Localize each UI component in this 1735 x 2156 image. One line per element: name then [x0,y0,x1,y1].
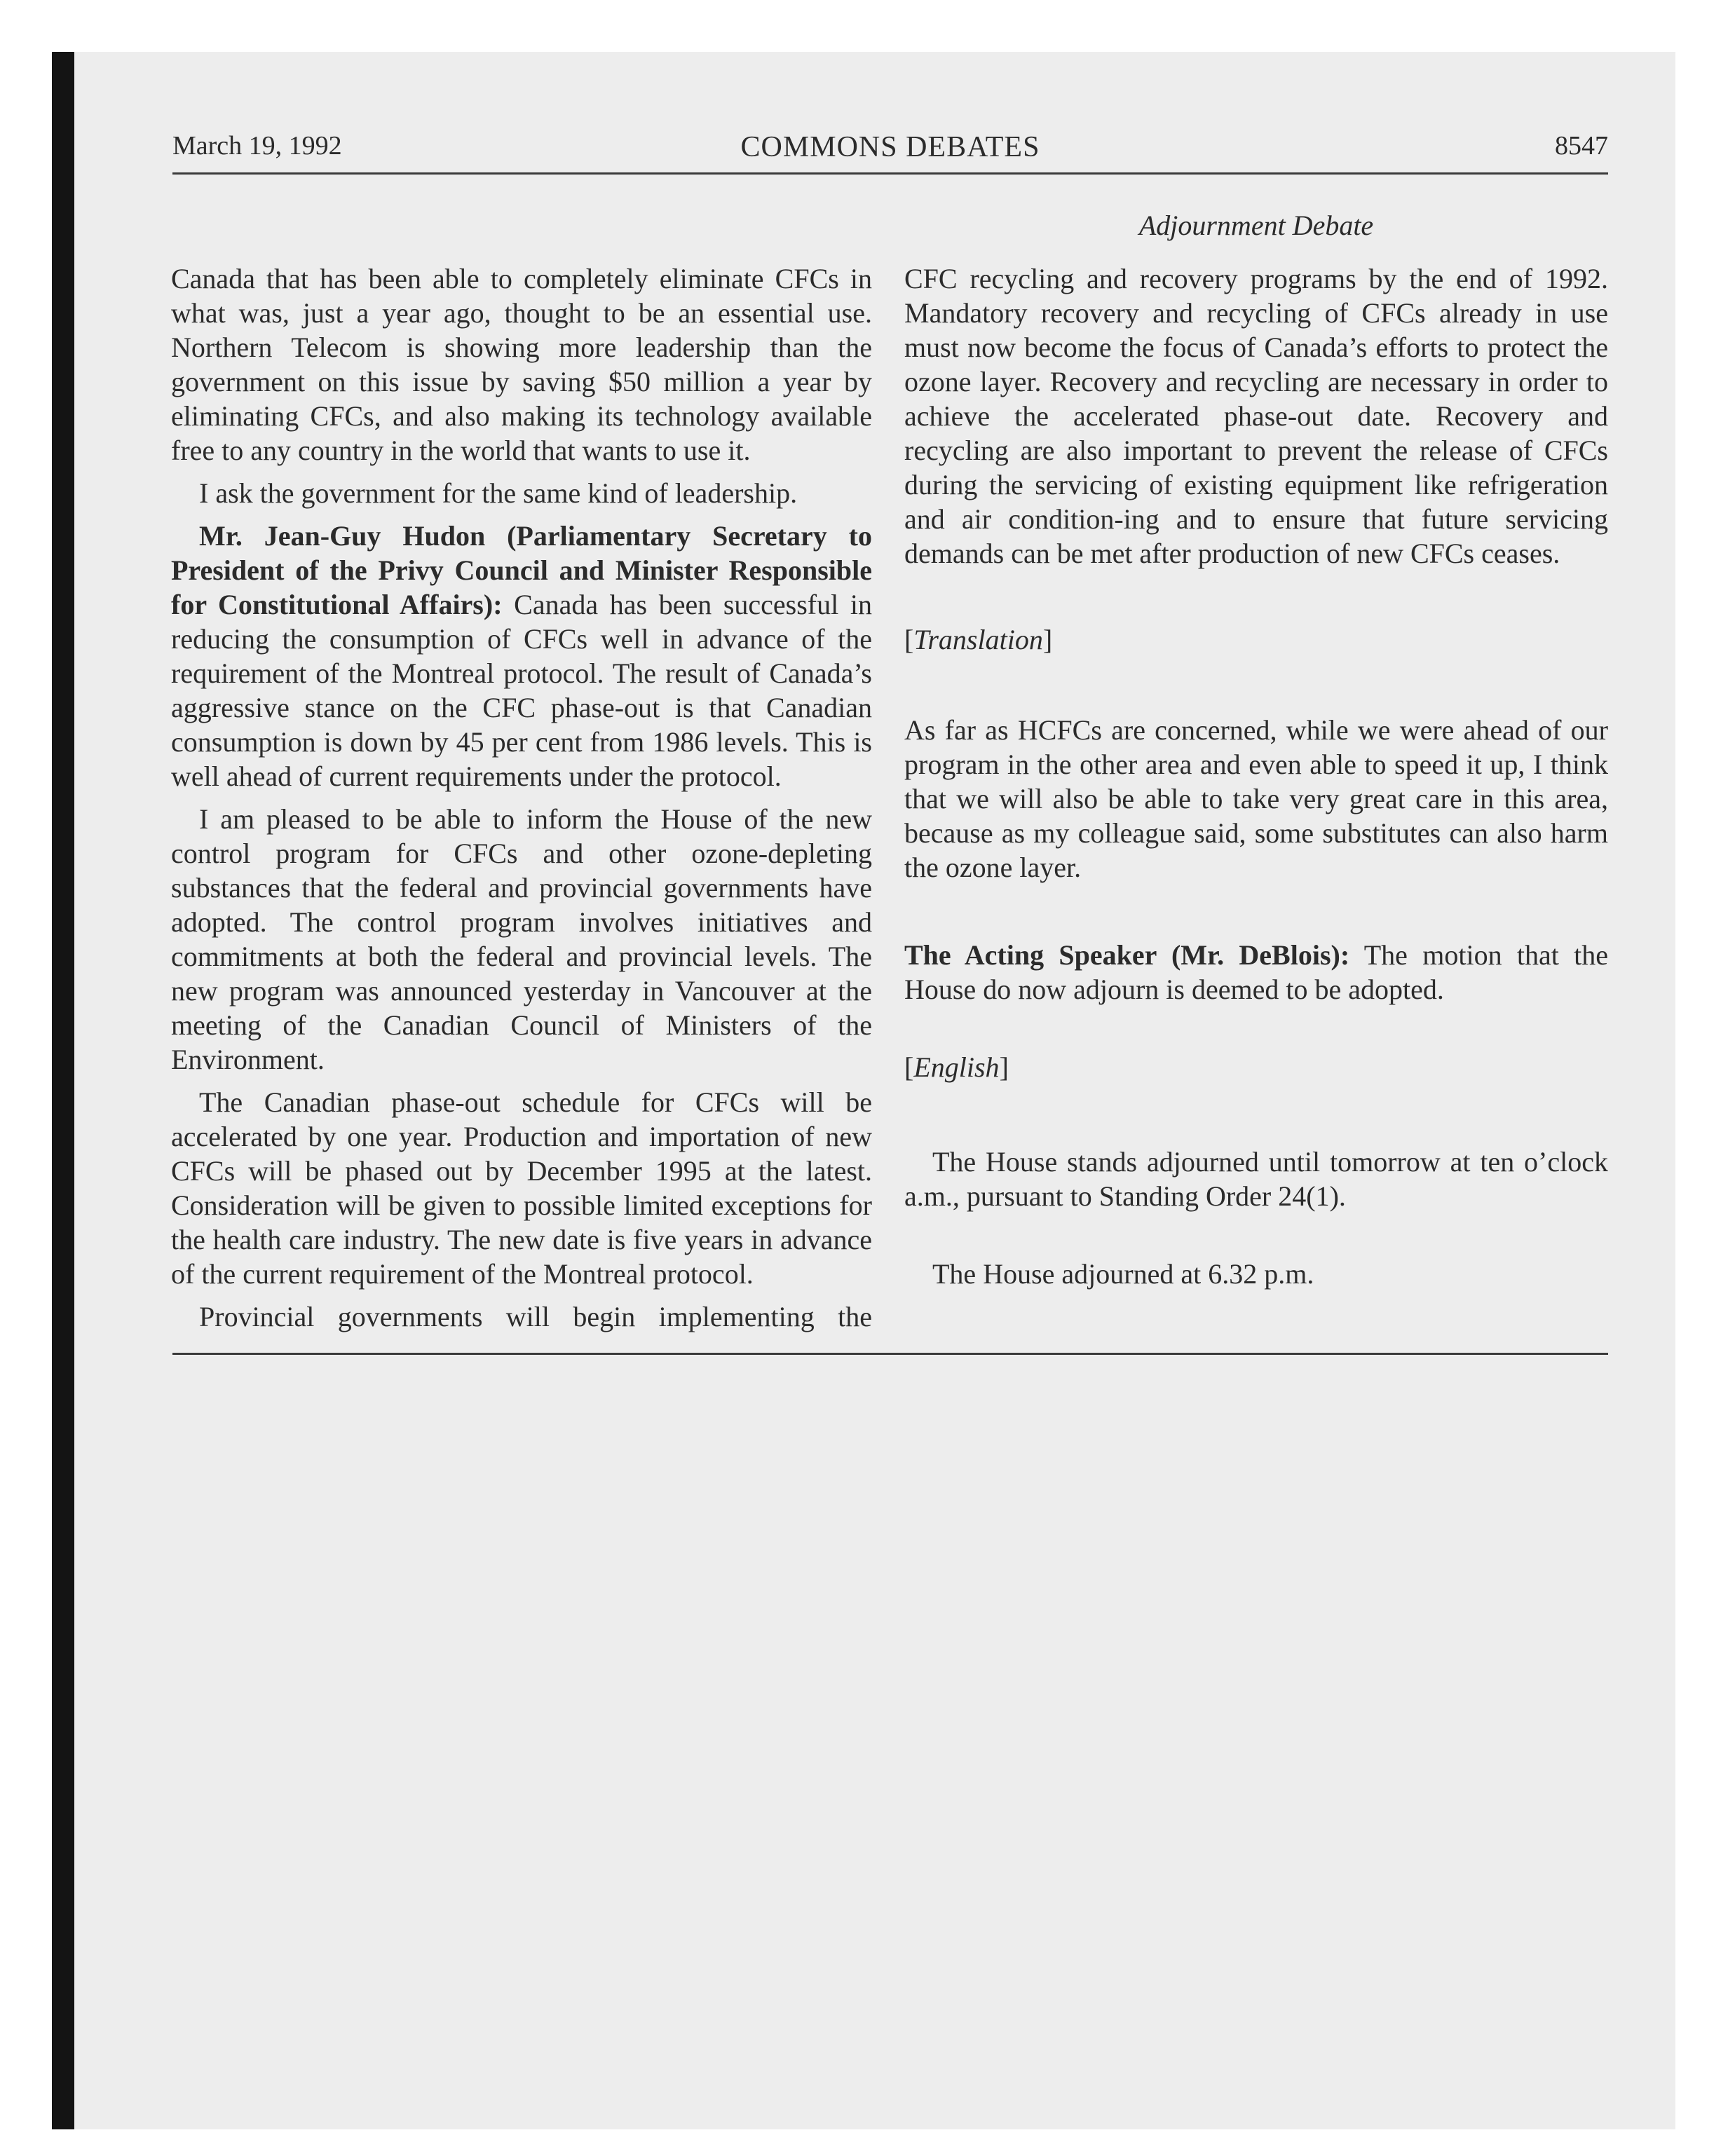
english-tag: [English] [904,1051,1009,1083]
right-paragraph-3 [904,938,1608,1007]
header-rule [172,172,1608,175]
speaker-name-hudon: Mr. Jean-Guy Hudon (Parliamentary Secretary to President of the Privy Council and Minister Responsible for Constitutional Affairs): [171,520,872,620]
left-paragraph-2: I ask the government for the same kind of leadership. [199,477,798,509]
right-column [904,261,1608,1291]
english-tag-text: English [913,1051,1000,1083]
right-paragraph-4: The House stands adjourned until tomorrow at ten o’clock a.m., pursuant to Standing Order 24(1). [904,1146,1608,1212]
left-paragraph-1: Canada that has been able to completely eliminate CFCs in what was, just a year ago, thought to be an essential use. Northern Telecom is showing more leadership than the government on this issue by saving $50 million a year by eliminating CFCs, and also making its technology available free to any country in the world that wants to use it. [171,263,872,466]
left-paragraph-6: Provincial governments will begin implementing the [199,1301,872,1332]
footer-rule [172,1353,1608,1355]
left-paragraph-5: The Canadian phase-out schedule for CFCs will be accelerated by one year. Production and importation of new CFCs will be phased out by December 1995 at the latest. Consideration will be given to possible limited exceptions for the health care industry. The new date is five years in advance of the current requirement of the Montreal protocol. [171,1086,872,1290]
page-header [172,130,1608,172]
header-title: COMMONS DEBATES [740,131,1040,163]
right-paragraph-1: CFC recycling and recovery programs by the end of 1992. Mandatory recovery and recycling of CFCs already in use must now become the focus of Canada’s efforts to protect the ozone layer. Recovery and recycling are necessary in order to achieve the accelerated phase-out date. Recovery and recycling are also important to prevent the release of CFCs during the servicing of existing equipment like refrigeration and air condition-ing and to ensure that future servicing demands can be met after production of new CFCs ceases. [904,263,1608,569]
header-date: March 19, 1992 [172,131,342,161]
speaker-name-deblois: The Acting Speaker (Mr. DeBlois): [904,939,1350,971]
section-label: Adjournment Debate [1138,210,1374,241]
header-page-number: 8547 [1555,131,1608,161]
right-paragraph-3-text: The motion that the House do now adjourn is deemed to be adopted. [904,939,1609,1005]
translation-tag: [Translation] [904,624,1053,655]
translation-tag-text: Translation [913,624,1043,655]
left-paragraph-4: I am pleased to be able to inform the House of the new control program for CFCs and other ozone-depleting substances that the federal and provincial governments have adopted. The control program involves initiatives and commitments at both the federal and provincial levels. The new program was announced yesterday in Vancouver at the meeting of the Canadian Council of Ministers of the Environment. [171,803,872,1075]
left-paragraph-3 [171,519,872,793]
right-paragraph-2: As far as HCFCs are concerned, while we were ahead of our program in the other area and even able to speed it up, I think that we will also be able to take very great care in this area, because as my colleague said, some substitutes can also harm the ozone layer. [904,714,1608,883]
right-paragraph-5: The House adjourned at 6.32 p.m. [932,1258,1314,1290]
scan-spine-shadow [52,52,74,2129]
left-paragraph-3-text: Canada has been successful in reducing the consumption of CFCs well in advance of the requirement of the Montreal protocol. The result of Canada’s aggressive stance on the CFC phase-out is that Canadian consumption is down by 45 per cent from 1986 levels. This is well ahead of current requirements under the protocol. [171,589,872,792]
left-column [171,261,872,1334]
